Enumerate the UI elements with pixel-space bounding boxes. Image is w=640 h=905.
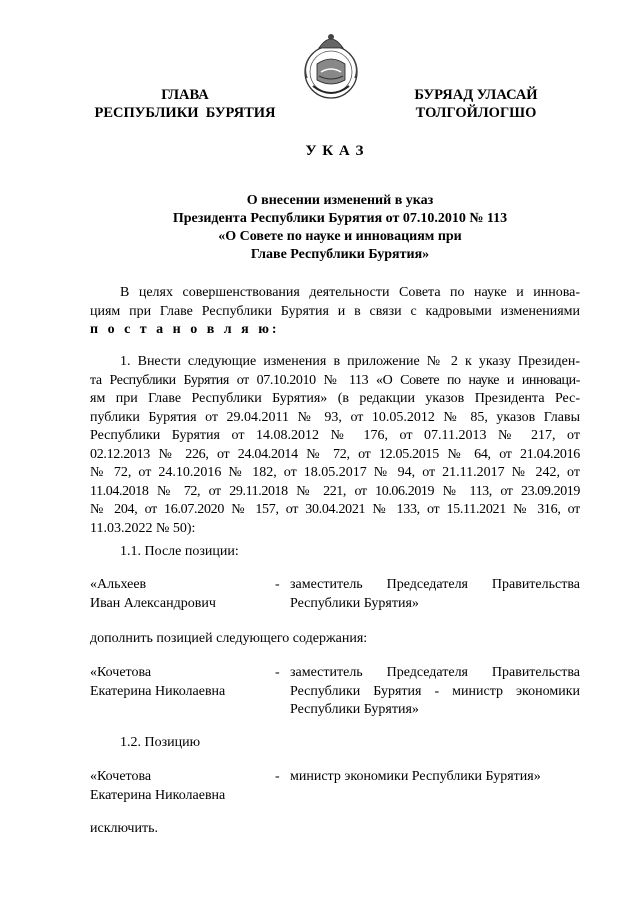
header-left [60, 86, 310, 122]
title-line: «О Совете по науке и инновациям при [218, 229, 462, 244]
decree-word: п о с т а н о в л я ю: [90, 322, 280, 337]
doc-title [90, 192, 590, 264]
sub-item-1-1: 1.1. После позиции: [120, 544, 239, 559]
entry3-name1: «Кочетова [90, 769, 152, 784]
entry2-role-line3: Республики Бурятия» [290, 702, 419, 717]
entry1-role-line1: заместитель Председателя Правительства [290, 577, 580, 592]
entry2-role [290, 664, 580, 720]
item1-line: № 204, от 16.07.2020 № 157, от 30.04.2021 № 133, от 15.11.2021 № 316, от [90, 502, 580, 517]
entry1-name1: «Альхеев [90, 577, 147, 592]
preamble-line: циям при Главе Республики Бурятия и в связи с кадровыми изменениями [90, 303, 580, 319]
entry1-dash: - [275, 577, 280, 592]
item1-line: 11.03.2022 № 50): [90, 520, 196, 536]
title-line: Главе Республики Бурятия» [250, 247, 430, 262]
entry2-role-line1: заместитель Председателя Правительства [290, 665, 580, 680]
item1-line: 1. Внести следующие изменения в приложение № 2 к указу Президен- [120, 354, 580, 369]
item1-line: та Республики Бурятия от 07.10.2010 № 113 «О Совете по науке и инноваци- [90, 372, 580, 388]
entry-alheev [90, 576, 580, 616]
entry1-name2: Иван Александрович [90, 595, 216, 611]
header-right-line1: БУРЯАД УЛАСАЙ [414, 87, 538, 103]
header-left-line2: РЕСПУБЛИКИ БУРЯТИЯ [94, 105, 276, 121]
item-1 [90, 353, 580, 538]
item1-line: 02.12.2013 № 226, от 24.04.2014 № 72, от 12.05.2015 № 64, от 21.04.2016 [90, 446, 580, 462]
item1-line: 11.04.2018 № 72, от 29.11.2018 № 221, от 10.06.2019 № 113, от 23.09.2019 [90, 483, 580, 499]
add-position-text: дополнить позицией следующего содержания: [90, 631, 368, 646]
item1-line: № 72, от 24.10.2016 № 182, от 18.05.2017 № 94, от 21.11.2017 № 242, от [90, 465, 580, 480]
item1-line: ям при Главе Республики Бурятия» (в редакции указов Президента Рес- [90, 391, 580, 406]
entry1-role [290, 576, 580, 613]
item1-line: Республики Бурятия от 14.08.2012 № 176, от 07.11.2013 № 217, от [90, 428, 580, 443]
preamble [90, 284, 580, 340]
sub-item-1-2: 1.2. Позицию [120, 735, 201, 750]
entry2-name1: «Кочетова [90, 665, 152, 680]
entry1-role-line2: Республики Бурятия» [290, 595, 419, 611]
doc-type: У К А З [305, 143, 365, 159]
item1-line: публики Бурятия от 29.04.2011 № 93, от 10.05.2012 № 85, указов Главы [90, 409, 580, 425]
entry-kochetova-new [90, 664, 580, 722]
entry3-name2: Екатерина Николаевна [90, 787, 226, 803]
entry2-name2: Екатерина Николаевна [90, 683, 226, 699]
entry-kochetova-old [90, 768, 580, 808]
preamble-line: В целях совершенствования деятельности Совета по науке и иннова- [120, 285, 580, 300]
header-right [356, 86, 596, 122]
entry2-role-line2: Республики Бурятия - министр экономики [290, 683, 580, 699]
entry2-dash: - [275, 665, 280, 680]
entry3-dash: - [275, 769, 280, 784]
title-line: Президента Республики Бурятия от 07.10.2010 № 113 [172, 211, 508, 226]
title-line: О внесении изменений в указ [246, 193, 434, 208]
exclude-text: исключить. [90, 821, 158, 836]
header-right-line2: ТОЛГОЙЛОГШО [415, 105, 537, 121]
entry3-role-line1: министр экономики Республики Бурятия» [290, 769, 541, 784]
header-left-line1: ГЛАВА [161, 87, 209, 103]
